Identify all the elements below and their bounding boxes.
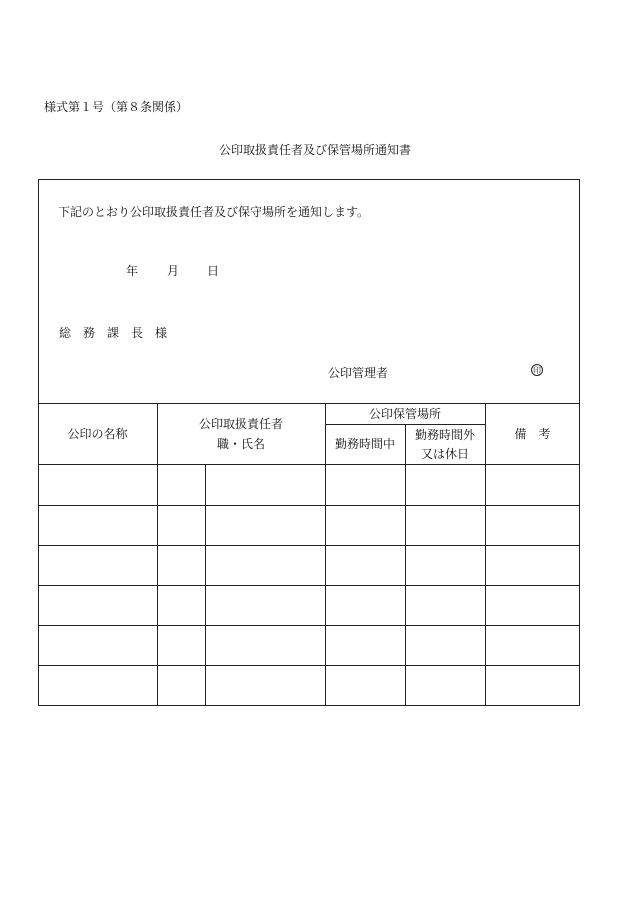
- table-cell[interactable]: [158, 626, 204, 664]
- table-cell[interactable]: [206, 666, 324, 705]
- table-cell[interactable]: [158, 666, 204, 705]
- table-cell[interactable]: [206, 506, 324, 544]
- table-cell[interactable]: [406, 546, 484, 584]
- table-cell[interactable]: [158, 506, 204, 544]
- notice-intro: 下記のとおり公印取扱責任者及び保守場所を通知します。: [58, 205, 370, 219]
- header-outside-hours-line2: 又は休日: [420, 447, 469, 461]
- header-outside-hours-line1: 勤務時間外: [414, 428, 475, 442]
- table-cell[interactable]: [406, 666, 484, 705]
- table-cell[interactable]: [326, 586, 404, 624]
- table-cell[interactable]: [326, 626, 404, 664]
- table-cell[interactable]: [158, 465, 204, 504]
- manager-label: 公印管理者: [328, 366, 389, 380]
- table-cell[interactable]: [326, 506, 404, 544]
- date-year-label: 年: [126, 264, 139, 278]
- table-cell[interactable]: [406, 586, 484, 624]
- table-cell[interactable]: [39, 546, 156, 584]
- table-cell[interactable]: [206, 465, 324, 504]
- table-cell[interactable]: [158, 586, 204, 624]
- table-top-rule: [38, 403, 580, 404]
- header-remarks: 備 考: [514, 427, 551, 441]
- table-cell[interactable]: [206, 546, 324, 584]
- header-during-hours: 勤務時間中: [334, 437, 395, 451]
- date-day-label: 日: [207, 264, 220, 278]
- table-cell[interactable]: [486, 506, 579, 544]
- table-cell[interactable]: [326, 465, 404, 504]
- table-cell[interactable]: [486, 626, 579, 664]
- header-responsible-line2: 職・氏名: [216, 437, 265, 451]
- table-cell[interactable]: [486, 465, 579, 504]
- document-title: 公印取扱責任者及び保管場所通知書: [218, 143, 411, 157]
- header-seal-name: 公印の名称: [67, 427, 128, 441]
- table-cell[interactable]: [206, 626, 324, 664]
- table-cell[interactable]: [406, 626, 484, 664]
- header-storage-place: 公印保管場所: [368, 407, 441, 421]
- table-cell[interactable]: [158, 546, 204, 584]
- table-cell[interactable]: [406, 506, 484, 544]
- header-responsible-line1: 公印取扱責任者: [198, 417, 283, 431]
- table-cell[interactable]: [39, 626, 156, 664]
- table-cell[interactable]: [326, 666, 404, 705]
- form-number: 様式第１号（第８条関係）: [44, 100, 189, 114]
- date-month-label: 月: [167, 264, 180, 278]
- table-cell[interactable]: [39, 506, 156, 544]
- table-cell[interactable]: [486, 546, 579, 584]
- addressee: 総 務 課 長 様: [59, 326, 168, 340]
- table-cell[interactable]: [206, 586, 324, 624]
- table-cell[interactable]: [406, 465, 484, 504]
- table-cell[interactable]: [326, 546, 404, 584]
- table-cell[interactable]: [39, 586, 156, 624]
- table-cell[interactable]: [39, 465, 156, 504]
- table-cell[interactable]: [486, 666, 579, 705]
- seal-mark-icon: 印: [533, 366, 541, 375]
- table-cell[interactable]: [39, 666, 156, 705]
- table-cell[interactable]: [486, 586, 579, 624]
